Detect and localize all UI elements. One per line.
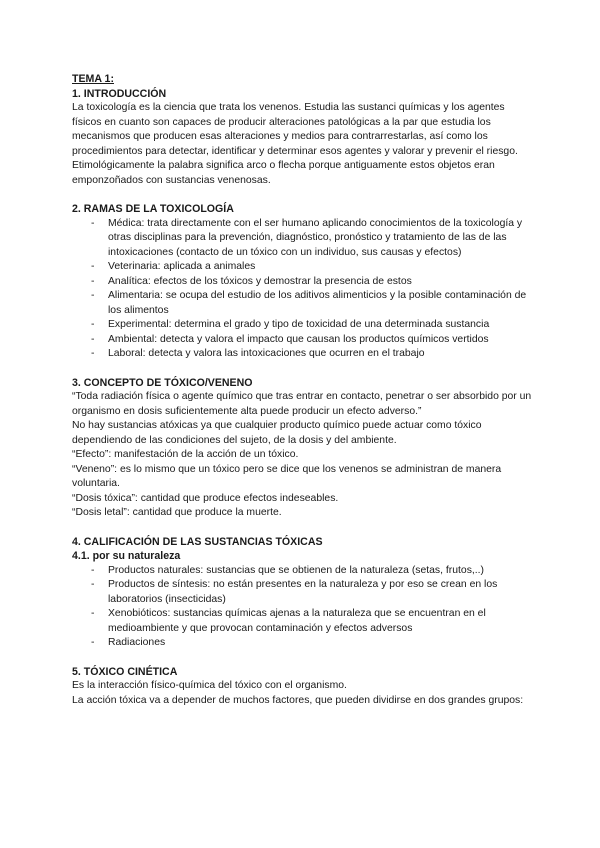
bullet-dash: - xyxy=(91,333,95,345)
list-item: - Ambiental: detecta y valora el impacto que causan los productos químicos vertidos xyxy=(72,333,534,348)
bullet-dash: - xyxy=(91,348,95,359)
paragraph: “Veneno”: es lo mismo que un tóxico pero se dice que los venenos se administran de manera voluntaria. xyxy=(72,463,502,489)
naturaleza-list xyxy=(72,564,534,651)
list-item: - Radiaciones xyxy=(72,636,534,651)
paragraph: La acción tóxica va a depender de muchos factores, que pueden dividirse en dos grandes grupos: xyxy=(72,694,524,706)
bullet-dash: - xyxy=(91,319,95,330)
bullet-dash: - xyxy=(91,564,95,576)
list-item: - Analítica: efectos de los tóxicos y demostrar la presencia de estos xyxy=(72,275,534,290)
heading-ramas: 2. RAMAS DE LA TOXICOLOGÍA xyxy=(72,203,234,215)
heading-toxico-cinetica: 5. TÓXICO CINÉTICA xyxy=(72,665,178,678)
heading-concepto: 3. CONCEPTO DE TÓXICO/VENENO xyxy=(72,376,253,389)
bullet-dash: - xyxy=(91,637,95,648)
list-item: - Xenobióticos: sustancias químicas ajenas a la naturaleza que se encuentran en el medioambiente y que provocan contaminación y efectos adversos xyxy=(91,608,486,634)
paragraph: Etimológicamente la palabra significa arco o flecha porque antiguamente estos objetos eran emponzoñados con sustancias venenosas. xyxy=(72,160,495,186)
bullet-dash: - xyxy=(91,275,95,287)
list-item: - Experimental: determina el grado y tipo de toxicidad de una determinada sustancia xyxy=(72,318,534,333)
paragraph: “Dosis letal”: cantidad que produce la muerte. xyxy=(72,507,282,518)
heading-introduccion: 1. INTRODUCCIÓN xyxy=(72,87,167,100)
paragraph: “Efecto”: manifestación de la acción de un tóxico. xyxy=(72,449,299,460)
paragraph: No hay sustancias atóxicas ya que cualquier producto químico puede actuar como tóxico dependiendo de las condiciones del sujeto, de la dosis y del ambiente. xyxy=(72,420,482,446)
paragraph: “Dosis tóxica”: cantidad que produce efectos indeseables. xyxy=(72,492,339,504)
list-item: - Laboral: detecta y valora las intoxicaciones que ocurren en el trabajo xyxy=(72,347,534,362)
list-item: - Veterinaria: aplicada a animales xyxy=(72,260,534,275)
bullet-dash: - xyxy=(91,290,95,301)
bullet-dash: - xyxy=(91,608,95,619)
list-item: - Alimentaria: se ocupa del estudio de los aditivos alimenticios y la posible contaminación de los alimentos xyxy=(91,290,527,316)
subheading-naturaleza: 4.1. por su naturaleza xyxy=(72,550,181,562)
list-item: - Médica: trata directamente con el ser humano aplicando conocimientos de la toxicología y otras disciplinas para la prevención, diagnóstico, pronóstico y tratamiento de las de las intoxicaciones (contacto de un tóxico con un individuo, sus causas y efectos) xyxy=(91,217,523,258)
doc-title: TEMA 1: xyxy=(72,73,114,85)
ramas-list xyxy=(72,217,534,362)
bullet-dash: - xyxy=(91,261,95,272)
heading-calificacion: 4. CALIFICACIÓN DE LAS SUSTANCIAS TÓXICAS xyxy=(72,535,323,548)
paragraph: La toxicología es la ciencia que trata los venenos. Estudia las sustanci químicas y los agentes físicos en cuanto son capaces de producir alteraciones patológicas a la par que estudia los mecanismos que producen esas alteraciones y medios para contrarrestarlas, así como los procedimientos para detectar, identificar y determinar esos agentes y valorar y prevenir el riesgo. xyxy=(72,102,518,157)
document-content xyxy=(72,72,534,708)
list-item: - Productos naturales: sustancias que se obtienen de la naturaleza (setas, frutos,..) xyxy=(72,564,534,579)
bullet-dash: - xyxy=(91,217,95,229)
bullet-dash: - xyxy=(91,579,95,590)
list-item: - Productos de síntesis: no están presentes en la naturaleza y por eso se crean en los laboratorios (insecticidas) xyxy=(91,579,498,605)
paragraph: Es la interacción físico-química del tóxico con el organismo. xyxy=(72,680,347,691)
paragraph: “Toda radiación física o agente químico que tras entrar en contacto, penetrar o ser absorbido por un organismo en dosis suficientemente alta puede producir un efecto adverso.” xyxy=(72,391,532,417)
